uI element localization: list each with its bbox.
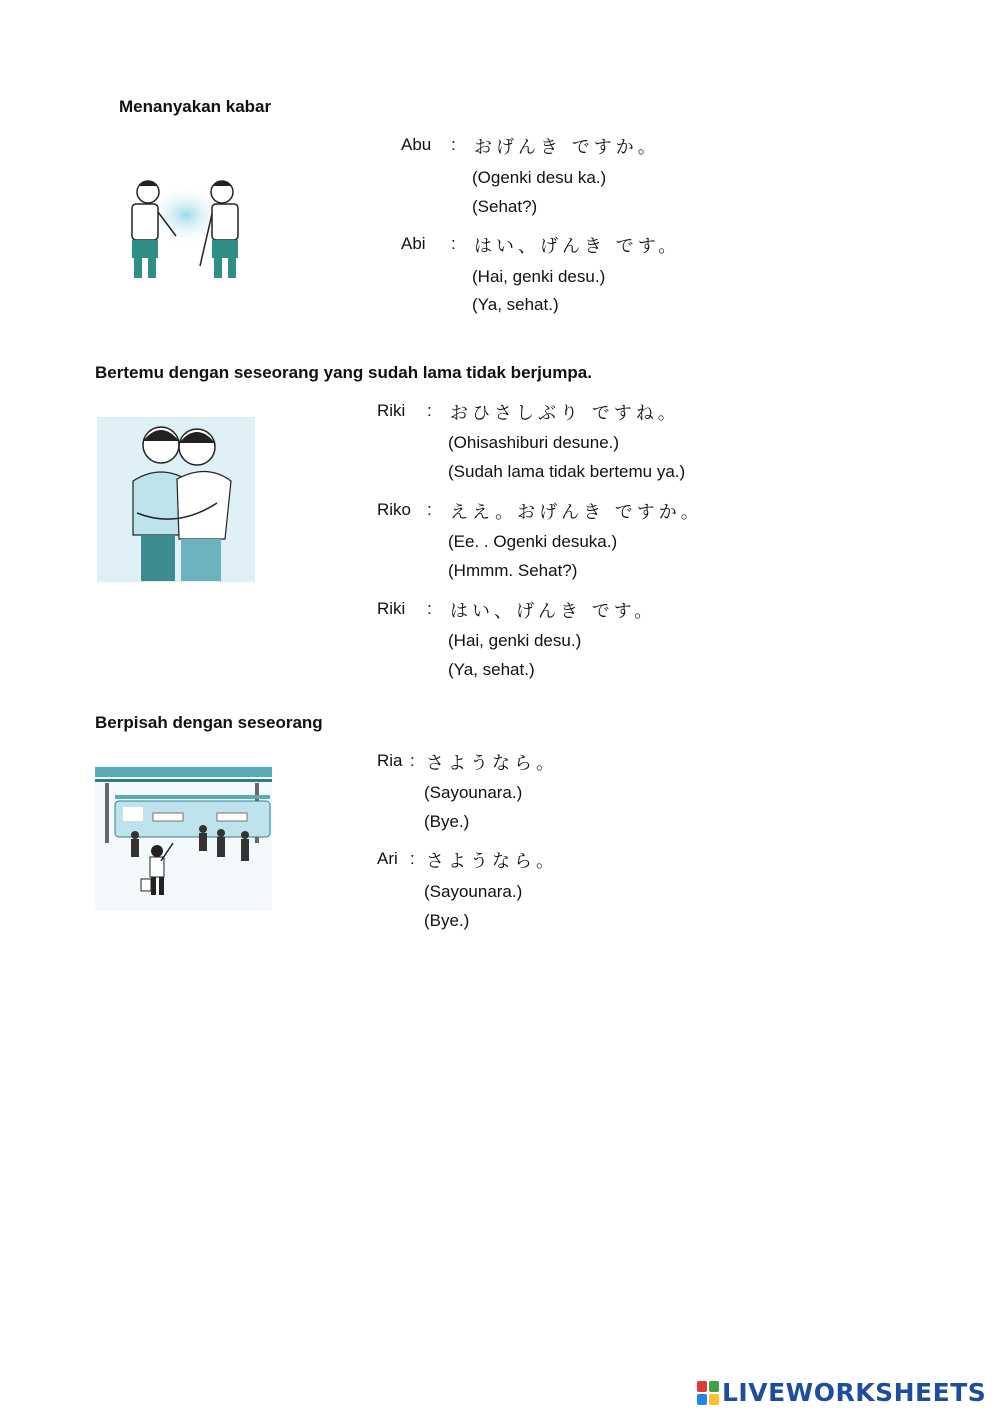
colon: : [427,500,432,519]
romaji-line: (Hai, genki desu.) [448,631,582,650]
speaker-ari: Ari [377,849,398,868]
liveworksheets-logo[interactable] [697,1378,986,1407]
two-students-talking-image [118,170,253,282]
meaning-line: (Sudah lama tidak bertemu ya.) [448,462,686,481]
romaji-line: (Sayounara.) [424,783,523,802]
meaning-line: (Bye.) [424,911,470,930]
boys-hugging-image [97,417,255,582]
logo-text: LIVEWORKSHEETS [722,1378,987,1407]
colon: : [427,401,432,420]
speaker-ria: Ria [377,751,403,770]
colon: : [427,599,432,618]
japanese-line: ええ。おげんき ですか。 [450,502,703,523]
meaning-line: (Ya, sehat.) [472,295,559,314]
japanese-line: おげんき ですか。 [474,137,660,158]
section-heading-reunion: Bertemu dengan seseorang yang sudah lama tidak berjumpa. [95,363,592,382]
colon: : [410,751,415,770]
speaker-riki: Riki [377,401,406,420]
speaker-riko: Riko [377,500,412,519]
meaning-line: (Ya, sehat.) [448,660,535,679]
japanese-line: さようなら。 [426,851,558,872]
colon: : [451,234,456,253]
japanese-line: はい、げんき です。 [450,601,657,622]
romaji-line: (Ogenki desu ka.) [472,168,607,187]
japanese-line: おひさしぶり ですね。 [450,403,680,424]
romaji-line: (Ee. . Ogenki desuka.) [448,532,618,551]
train-station-farewell-image [95,765,272,911]
logo-grid-icon [697,1381,719,1405]
speaker-riki: Riki [377,599,406,618]
section-heading-farewell: Berpisah dengan seseorang [95,713,323,732]
meaning-line: (Hmmm. Sehat?) [448,561,578,580]
colon: : [451,135,456,154]
romaji-line: (Sayounara.) [424,882,523,901]
section-heading-greeting: Menanyakan kabar [119,97,272,116]
japanese-line: さようなら。 [426,753,558,774]
speaker-abu: Abu [401,135,432,154]
meaning-line: (Bye.) [424,812,470,831]
japanese-line: はい、げんき です。 [474,236,681,257]
meaning-line: (Sehat?) [472,197,538,216]
romaji-line: (Ohisashiburi desune.) [448,433,620,452]
colon: : [410,849,415,868]
romaji-line: (Hai, genki desu.) [472,267,606,286]
speaker-abi: Abi [401,234,426,253]
